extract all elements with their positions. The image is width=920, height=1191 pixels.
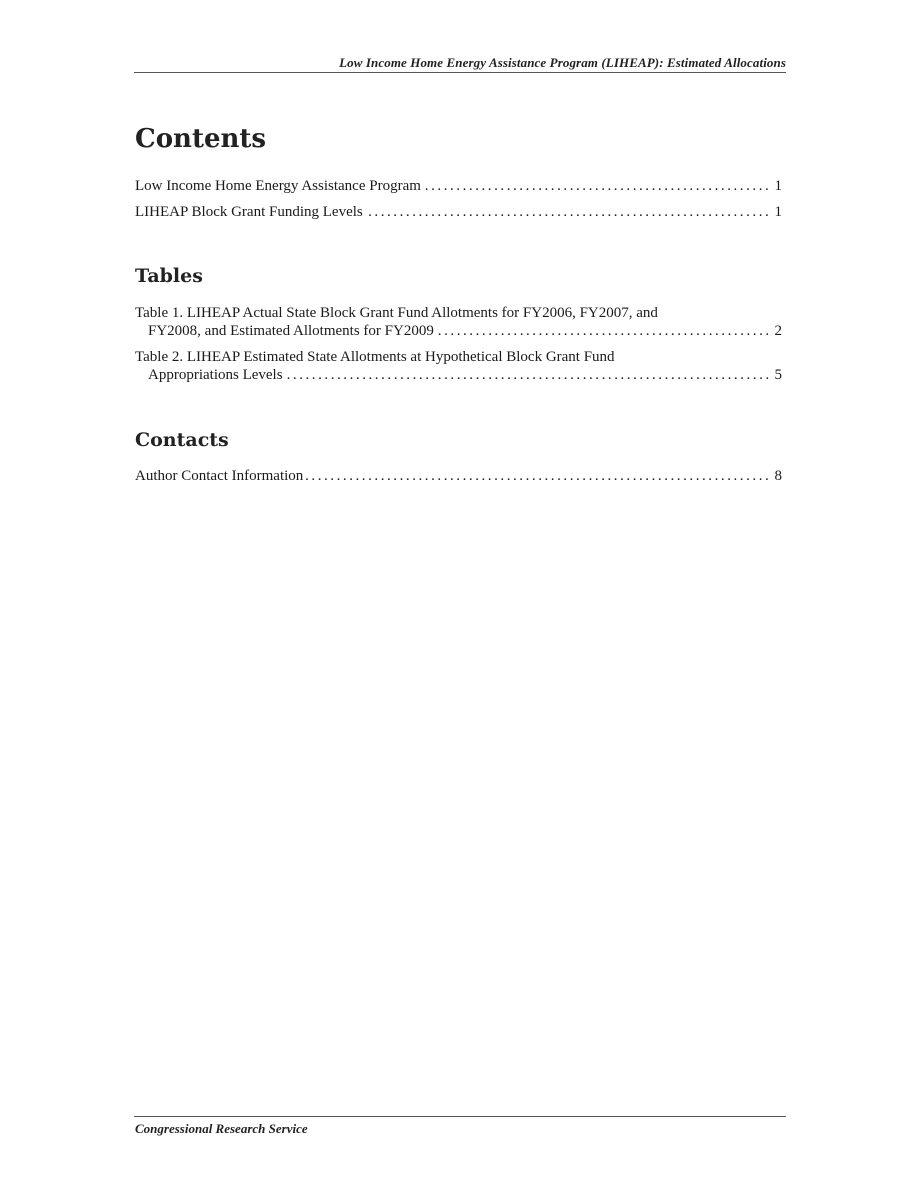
tables-list (135, 304, 782, 384)
toc-entry-label-line2: FY2008, and Estimated Allotments for FY2009 (148, 323, 434, 339)
contacts-heading: Contacts (135, 429, 229, 451)
toc-entry[interactable] (135, 177, 782, 195)
running-header: Low Income Home Energy Assistance Program (LIHEAP): Estimated Allocations (339, 55, 786, 70)
toc-entry[interactable] (135, 348, 782, 384)
toc-entry-label: Low Income Home Energy Assistance Program (135, 178, 421, 194)
header-rule (134, 72, 786, 73)
contents-list (135, 177, 782, 229)
toc-entry-label: LIHEAP Block Grant Funding Levels (135, 204, 363, 220)
footer-text: Congressional Research Service (135, 1121, 308, 1136)
toc-entry-page: 1 (772, 203, 783, 221)
toc-entry-label-line2: Appropriations Levels (148, 367, 283, 383)
tables-heading: Tables (135, 265, 203, 287)
toc-entry-page: 2 (772, 322, 783, 340)
toc-entry[interactable] (135, 203, 782, 221)
toc-entry[interactable] (135, 467, 782, 485)
toc-entry-page: 8 (772, 467, 783, 485)
toc-entry-label-line1: Table 1. LIHEAP Actual State Block Grant Fund Allotments for FY2006, FY2007, and (135, 305, 658, 321)
toc-entry-page: 1 (772, 177, 783, 195)
footer-rule (134, 1116, 786, 1117)
toc-entry-label: Author Contact Information (135, 468, 304, 484)
toc-entry[interactable] (135, 304, 782, 340)
contents-heading: Contents (135, 124, 267, 154)
contacts-list (135, 467, 782, 493)
toc-entry-label-line1: Table 2. LIHEAP Estimated State Allotments at Hypothetical Block Grant Fund (135, 349, 615, 365)
toc-entry-page: 5 (772, 366, 783, 384)
